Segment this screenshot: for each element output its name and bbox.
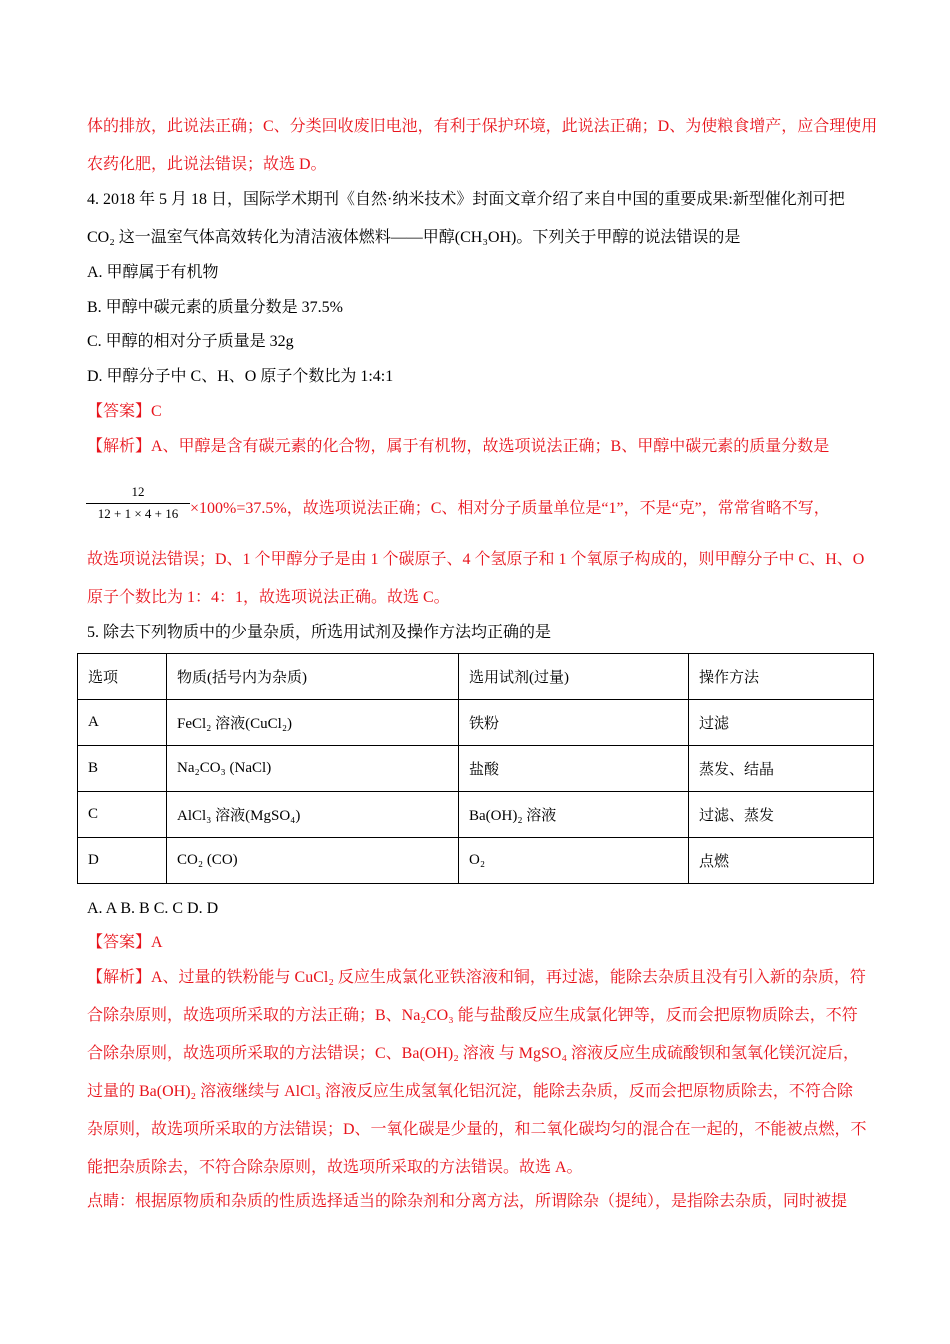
table-cell: Na₂CO₃ (NaCl): [167, 746, 459, 792]
table-cell: AlCl₃ 溶液(MgSO₄): [167, 792, 459, 838]
table-cell: O₂: [459, 838, 689, 884]
table-cell: D: [78, 838, 167, 884]
table-cell: B: [78, 746, 167, 792]
option-a: A. 甲醇属于有机物: [87, 264, 219, 281]
answer-choices: A. A B. B C. C D. D: [87, 900, 219, 917]
table-header-cell: 选用试剂(过量): [459, 654, 689, 700]
option-c: C. 甲醇的相对分子质量是 32g: [87, 333, 294, 350]
fraction-numerator: 12: [131, 484, 145, 499]
table-cell: FeCl₂ 溶液(CuCl₂): [167, 700, 459, 746]
table-row: [78, 792, 874, 838]
analysis-line: 【解析】A、甲醇是含有碳元素的化合物，属于有机物，故选项说法正确；B、甲醇中碳元素的质量分数是: [87, 438, 830, 455]
question-4-stem: CO₂ 这一温室气体高效转化为清洁液体燃料——甲醇(CH₃OH)。下列关于甲醇的说法错误的是: [87, 229, 741, 246]
table-row: [78, 700, 874, 746]
table-row: [78, 838, 874, 884]
analysis-line: 原子个数比为 1：4：1，故选项说法正确。故选 C。: [87, 589, 450, 606]
analysis-line: 合除杂原则，故选项所采取的方法正确；B、Na₂CO₃ 能与盐酸反应生成氯化钾等，反而会把原物质除去，不符: [87, 1007, 858, 1024]
analysis-line: 合除杂原则，故选项所采取的方法错误；C、Ba(OH)₂ 溶液 与 MgSO₄ 溶液反应生成硫酸钡和氢氧化镁沉淀后，: [87, 1045, 860, 1062]
options-table: [77, 653, 874, 884]
mass-fraction-formula: [86, 484, 190, 522]
comment-line: 点睛：根据原物质和杂质的性质选择适当的除杂剂和分离方法，所谓除杂（提纯），是指除去杂质，同时被提: [87, 1193, 848, 1210]
table-cell: C: [78, 792, 167, 838]
table-cell: 铁粉: [459, 700, 689, 746]
option-b: B. 甲醇中碳元素的质量分数是 37.5%: [87, 299, 344, 316]
table-cell: Ba(OH)₂ 溶液: [459, 792, 689, 838]
table-header-cell: 物质(括号内为杂质): [167, 654, 459, 700]
answer-label: 【答案】C: [87, 403, 162, 420]
analysis-line: 【解析】A、过量的铁粉能与 CuCl₂ 反应生成氯化亚铁溶液和铜，再过滤，能除去杂质且没有引入新的杂质，符: [87, 969, 866, 986]
fraction-bar: [86, 503, 190, 504]
fraction-denominator: 12 + 1 × 4 + 16: [97, 506, 179, 521]
question-4-stem: 4. 2018 年 5 月 18 日，国际学术期刊《自然·纳米技术》封面文章介绍了来自中国的重要成果:新型催化剂可把: [87, 191, 845, 208]
analysis-line: 能把杂质除去，不符合除杂原则，故选项所采取的方法错误。故选 A。: [87, 1159, 583, 1176]
paragraph-line: 农药化肥，此说法错误；故选 D。: [87, 156, 327, 173]
table-cell: 点燃: [689, 838, 874, 884]
table-cell: 过滤、蒸发: [689, 792, 874, 838]
analysis-line: 故选项说法错误；D、1 个甲醇分子是由 1 个碳原子、4 个氢原子和 1 个氧原子构成的，则甲醇分子中 C、H、O: [87, 551, 865, 568]
table-cell: CO₂ (CO): [167, 838, 459, 884]
analysis-line: 过量的 Ba(OH)₂ 溶液继续与 AlCl₃ 溶液反应生成氢氧化铝沉淀，能除去杂质，反而会把原物质除去，不符合除: [87, 1083, 853, 1100]
analysis-line: ×100%=37.5%，故选项说法正确；C、相对分子质量单位是“1”，不是“克”，常常省略不写，: [190, 500, 830, 517]
question-5-stem: 5. 除去下列物质中的少量杂质，所选用试剂及操作方法均正确的是: [87, 624, 552, 641]
option-d: D. 甲醇分子中 C、H、O 原子个数比为 1:4:1: [87, 368, 394, 385]
table-header-cell: 选项: [78, 654, 167, 700]
table-header-row: [78, 654, 874, 700]
table-row: [78, 746, 874, 792]
analysis-line: 杂原则，故选项所采取的方法错误；D、一氧化碳是少量的，和二氧化碳均匀的混合在一起的，不能被点燃，不: [87, 1121, 867, 1138]
table-header-cell: 操作方法: [689, 654, 874, 700]
table-cell: 盐酸: [459, 746, 689, 792]
table-cell: A: [78, 700, 167, 746]
table-cell: 过滤: [689, 700, 874, 746]
table-cell: 蒸发、结晶: [689, 746, 874, 792]
answer-label: 【答案】A: [87, 934, 163, 951]
paragraph-line: 体的排放，此说法正确；C、分类回收废旧电池，有利于保护环境，此说法正确；D、为使粮食增产，应合理使用: [87, 118, 878, 135]
